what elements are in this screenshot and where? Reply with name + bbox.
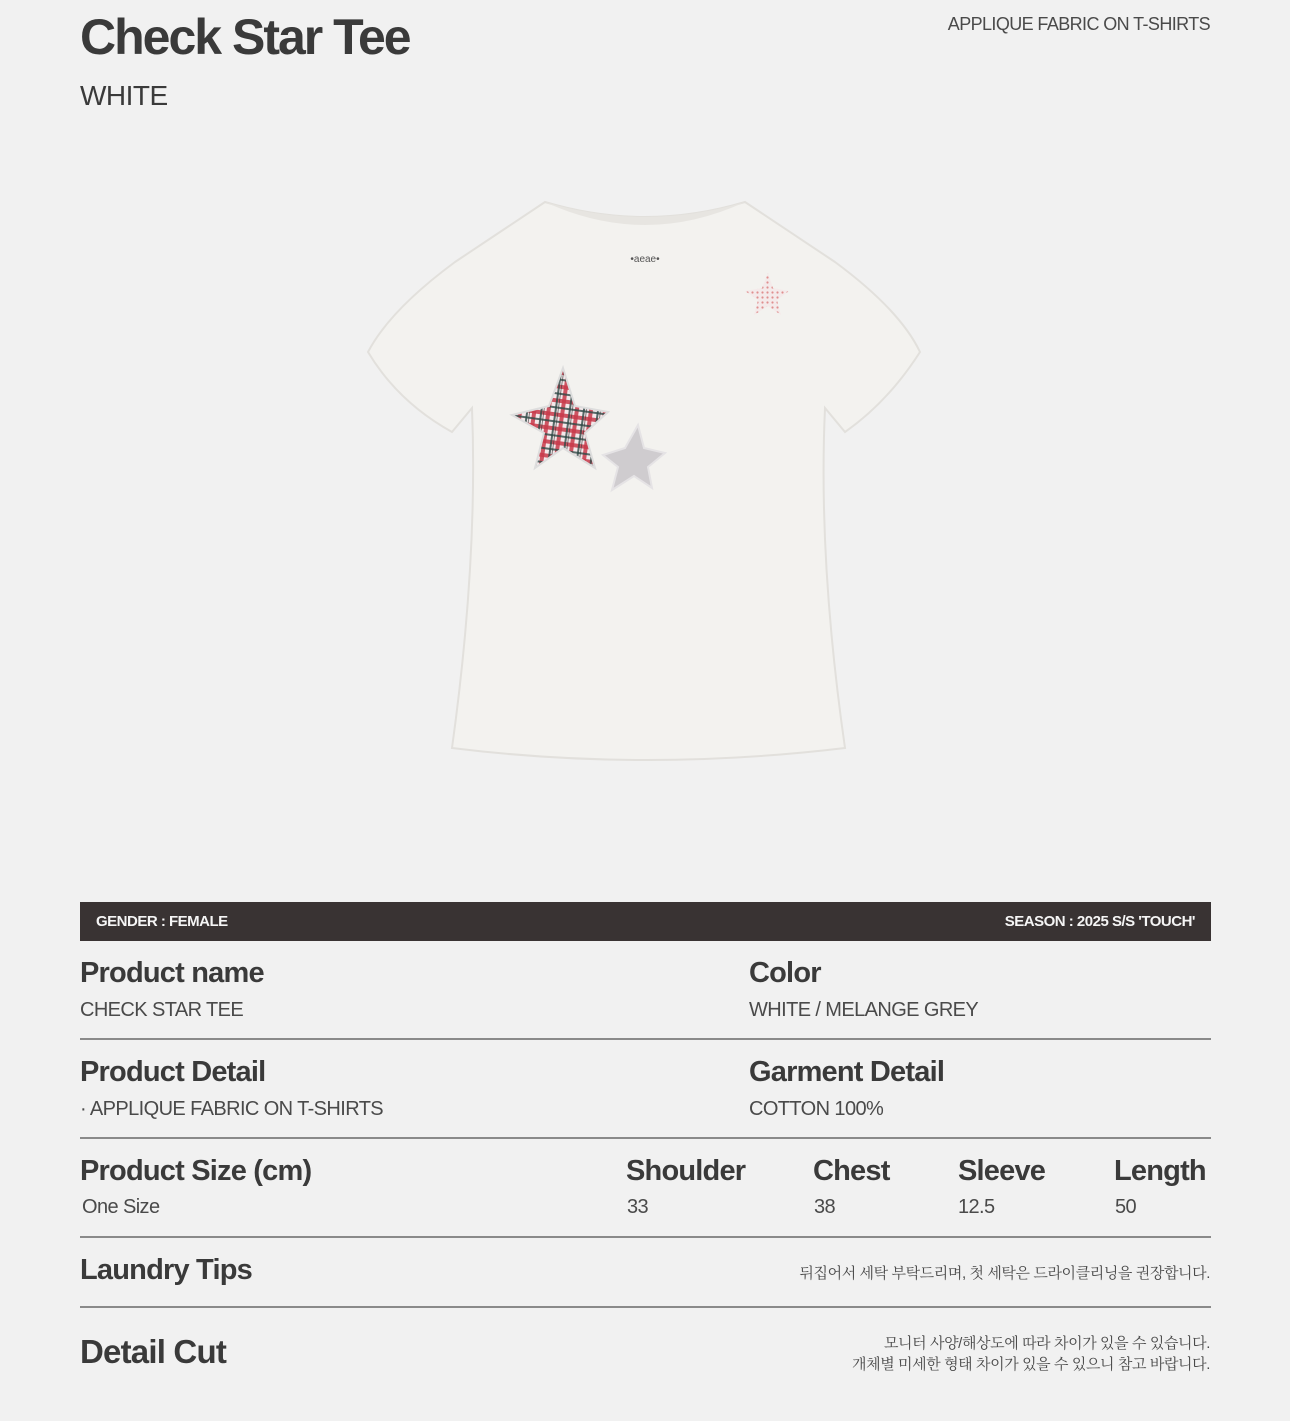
shoulder-label: Shoulder — [626, 1155, 746, 1187]
color-value: WHITE / MELANGE GREY — [749, 999, 979, 1021]
product-detail-value: · APPLIQUE FABRIC ON T-SHIRTS — [80, 1098, 384, 1120]
detail-cut-note-2: 개체별 미세한 형태 차이가 있을 수 있으니 참고 바랍니다. — [852, 1356, 1210, 1373]
product-size-label: Product Size (cm) — [80, 1155, 312, 1187]
info-bar — [80, 902, 1211, 941]
length-label: Length — [1114, 1155, 1206, 1187]
color-subtitle: WHITE — [80, 80, 168, 111]
product-size-value: One Size — [82, 1196, 160, 1218]
length-value: 50 — [1115, 1196, 1137, 1218]
gender-text: GENDER : FEMALE — [96, 913, 228, 930]
product-name-value: CHECK STAR TEE — [80, 999, 244, 1021]
divider — [80, 1038, 1211, 1040]
garment-detail-value: COTTON 100% — [749, 1098, 884, 1120]
garment-detail-label: Garment Detail — [749, 1056, 945, 1088]
product-name-label: Product name — [80, 957, 264, 989]
color-label: Color — [749, 957, 821, 989]
season-text: SEASON : 2025 S/S 'TOUCH' — [1004, 913, 1195, 930]
divider — [80, 1236, 1211, 1238]
laundry-tips-text: 뒤집어서 세탁 부탁드리며, 첫 세탁은 드라이클리닝을 권장합니다. — [799, 1265, 1210, 1282]
page-title: Check Star Tee — [80, 9, 410, 65]
tagline: APPLIQUE FABRIC ON T-SHIRTS — [947, 14, 1210, 34]
divider — [80, 1306, 1211, 1308]
sleeve-label: Sleeve — [958, 1155, 1046, 1187]
brand-tag: •aeae• — [630, 254, 660, 265]
detail-cut-label: Detail Cut — [80, 1333, 227, 1370]
laundry-tips-label: Laundry Tips — [80, 1254, 252, 1286]
chest-value: 38 — [814, 1196, 836, 1218]
chest-label: Chest — [813, 1155, 890, 1187]
sleeve-value: 12.5 — [958, 1196, 995, 1218]
product-image — [340, 170, 950, 790]
detail-cut-note-1: 모니터 사양/해상도에 따라 차이가 있을 수 있습니다. — [883, 1335, 1210, 1352]
shoulder-value: 33 — [627, 1196, 649, 1218]
divider — [80, 1137, 1211, 1139]
product-detail-label: Product Detail — [80, 1056, 266, 1088]
